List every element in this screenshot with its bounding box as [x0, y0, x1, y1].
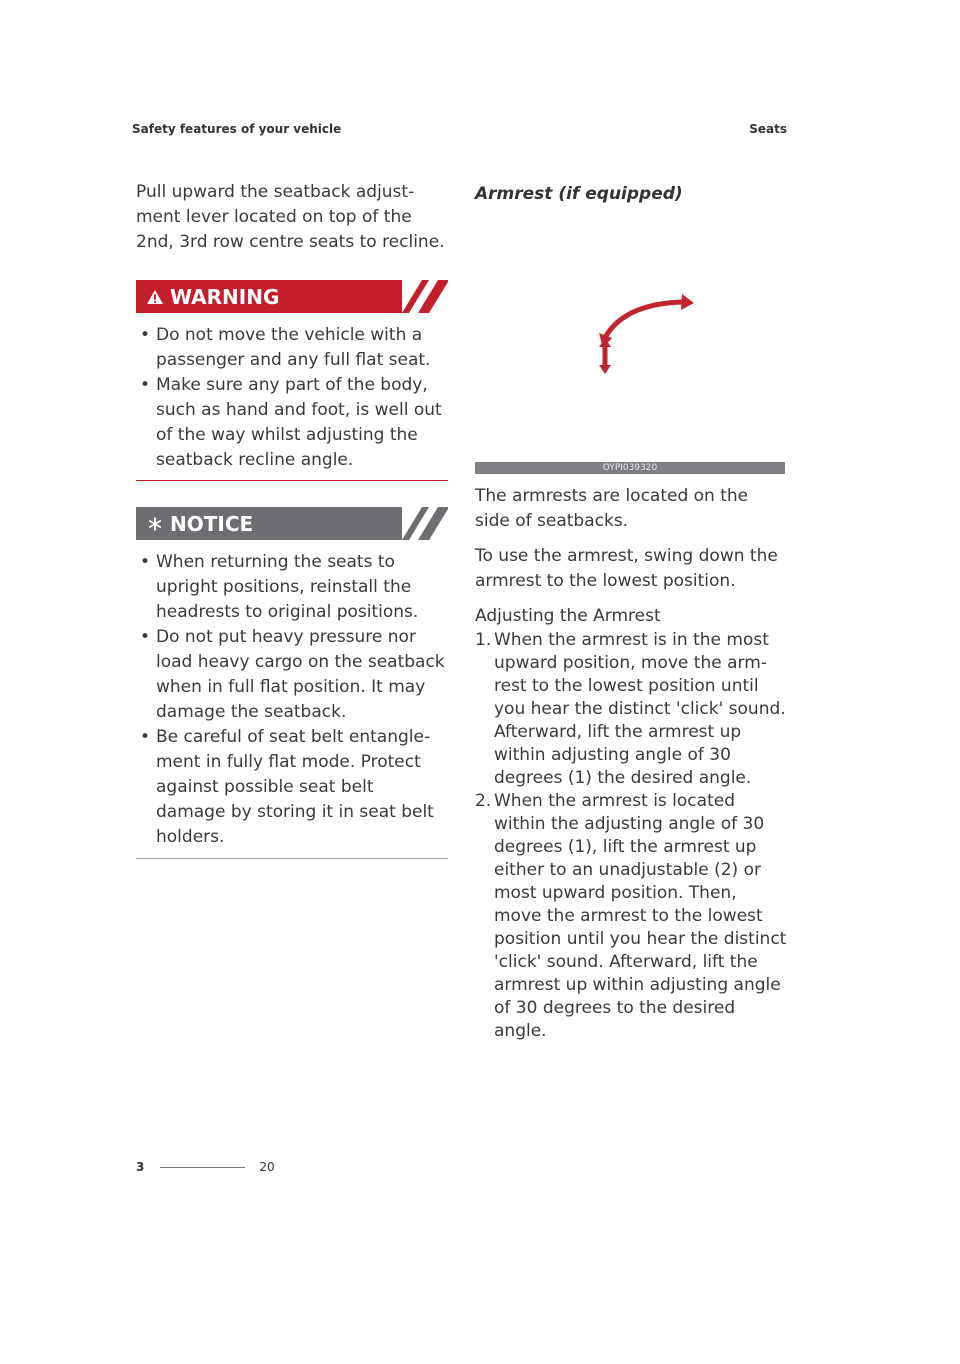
left-column — [136, 180, 448, 859]
armrest-location-paragraph: The armrests are located on the side of seatbacks. — [475, 486, 749, 531]
running-header-section: Safety features of your vehicle — [132, 122, 342, 136]
notice-item: • Do not put heavy pressure nor load heavy cargo on the seatback when in full flat position. It may damage the seatback. — [140, 627, 445, 722]
chapter-number: 3 — [136, 1160, 145, 1174]
page-number: 20 — [259, 1160, 275, 1174]
notice-title: NOTICE — [170, 511, 254, 536]
notice-list — [136, 550, 448, 850]
notice-divider — [136, 858, 448, 859]
rotation-arrow — [606, 302, 682, 336]
armrest-figure — [475, 222, 785, 474]
armrest-use-paragraph: To use the armrest, swing down the armrest to the lowest position. — [475, 546, 778, 591]
vertical-arrowhead-down — [599, 365, 611, 374]
warning-item: • Make sure any part of the body, such as hand and foot, is well out of the way whilst adjusting the seatback recline angle. — [140, 375, 442, 470]
footer-rule — [160, 1167, 245, 1168]
right-column — [475, 180, 787, 1043]
armrest-illustration — [475, 222, 785, 474]
notice-item: • Be careful of seat belt entangle-ment in fully flat mode. Protect against possible seat belt damage by storing it in seat belt holders. — [140, 727, 434, 847]
running-header-topic: Seats — [749, 122, 787, 136]
notice-slash-decoration — [402, 507, 448, 540]
step-item: 2. When the armrest is located within the adjusting angle of 30 degrees (1), lift the armrest up either to an unadjustable (2) or most upward position. Then, move the armrest to the lowest position until you hear the distinct 'click' sound. Afterward, lift the armrest up within adjusting angle of 30 degrees to the desired angle. — [475, 791, 787, 1041]
warning-title: WARNING — [170, 284, 280, 309]
warning-item: • Do not move the vehicle with a passenger and any full flat seat. — [140, 325, 431, 370]
figure-caption: OYPI039320 — [475, 462, 785, 474]
step-item: 1. When the armrest is in the most upward position, move the arm-rest to the lowest position until you hear the distinct 'click' sound. Afterward, lift the armrest up within adjusting angle of 30 degrees (1) the desired angle. — [475, 630, 786, 788]
warning-slash-decoration — [402, 280, 448, 313]
adjust-steps — [475, 629, 787, 1043]
adjusting-heading: Adjusting the Armrest — [475, 606, 661, 626]
intro-paragraph: Pull upward the seatback adjust-ment lever located on top of the 2nd, 3rd row centre seats to recline. — [136, 182, 445, 252]
warning-list — [136, 323, 448, 473]
warning-header — [136, 280, 448, 313]
section-title: Armrest (if equipped) — [475, 184, 683, 204]
warning-divider — [136, 480, 448, 481]
warning-triangle-icon — [140, 289, 170, 305]
rotation-arrowhead-top — [681, 294, 694, 310]
notice-item: • When returning the seats to upright positions, reinstall the headrests to original positions. — [140, 552, 419, 622]
asterisk-icon — [140, 516, 170, 532]
page-footer — [136, 1160, 275, 1174]
notice-header — [136, 507, 448, 540]
